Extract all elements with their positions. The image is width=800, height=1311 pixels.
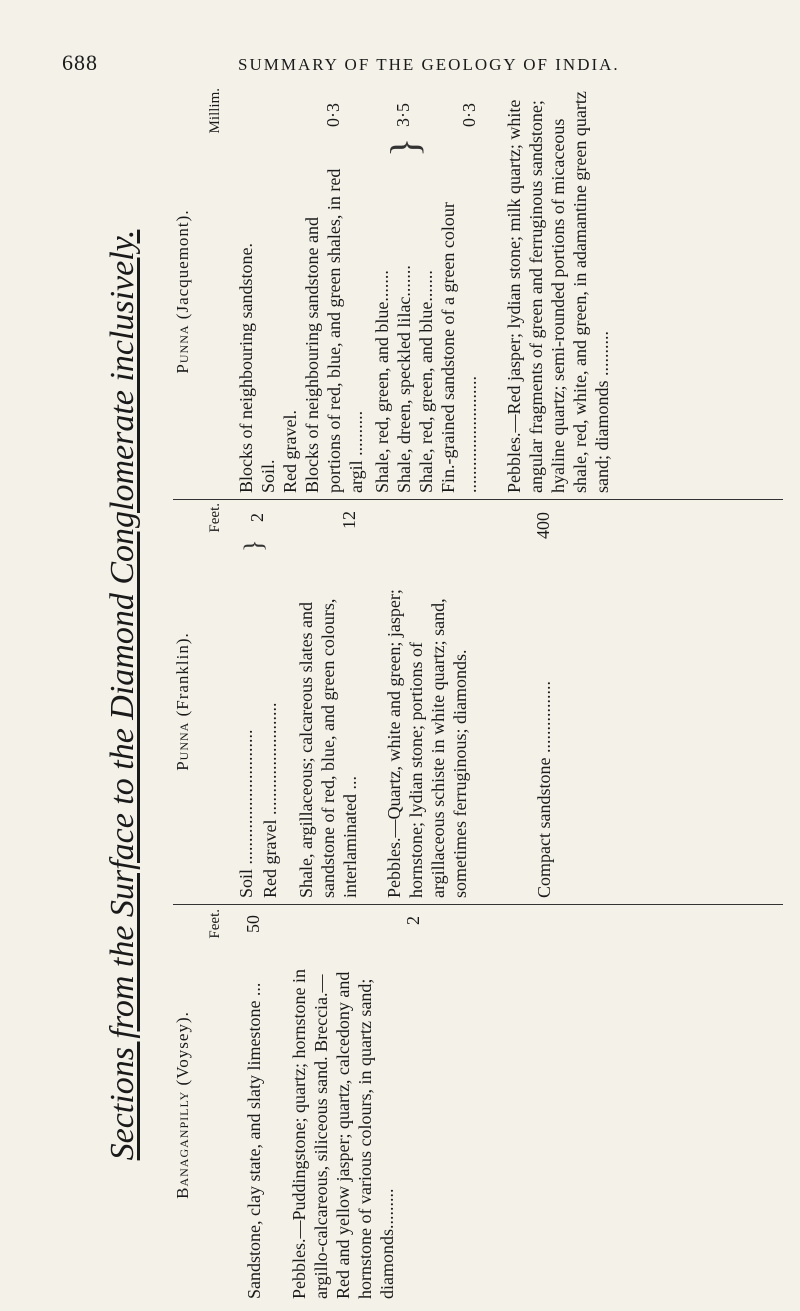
brace-mark: }: [239, 539, 268, 552]
running-title: SUMMARY OF THE GEOLOGY OF INDIA.: [238, 55, 620, 74]
column-unit: Feet.: [207, 909, 223, 939]
stratum-description: Pebbles.—Red jasper; lydian stone; milk quartz; white angular fragments of green and ferruginous sandstone; hyaline quartz; semi-rounded portions of micaceous shale, red, white, and green, in adamantine green quartz sand; diamonds ..........: [504, 91, 612, 493]
stratum-description: Sandstone, clay state, and slaty limestone ...: [244, 982, 264, 1299]
stratum-entry: [393, 163, 415, 493]
stratum-thickness: 0·3: [459, 103, 479, 127]
column-author: (Jacquemont).: [173, 209, 192, 320]
stratum-description: Shale, argillaceous; calcareous slates and sandstone of red, blue, and green colours, interlaminated ...: [296, 598, 360, 898]
stratum-thickness: 50: [243, 915, 263, 933]
stratum-entry: [235, 153, 257, 493]
stratum-description: Shale, dreen, speckled lilac.......: [394, 265, 414, 493]
column-heading: [173, 85, 203, 499]
column-author: (Franklin).: [173, 632, 192, 717]
stratum-description: Blocks of neighbouring sandstone.: [236, 243, 256, 493]
stratum-description: Red gravel.: [280, 410, 300, 493]
stratum-entry: [243, 959, 265, 1299]
stratum-description: Shale, red, green, and blue.......: [416, 270, 436, 493]
stratum-thickness: 12: [339, 511, 359, 529]
column-title: Banaganpilly: [173, 1090, 192, 1199]
column-punna-jacquemont: [173, 85, 783, 500]
stratum-entry: [503, 88, 613, 493]
page-header: [0, 0, 800, 80]
column-author: (Voysey).: [173, 1011, 192, 1086]
column-banaganpilly: [173, 905, 783, 1305]
stratum-entry: [235, 558, 257, 898]
stratum-description: Fin.-grained sandstone of a green colour ..........................: [438, 202, 480, 493]
stratum-thickness: 400: [533, 512, 553, 539]
stratum-description: Soil.: [258, 459, 278, 493]
column-heading: [173, 499, 203, 904]
stratum-description: Shale, red, green, and blue.......: [372, 270, 392, 493]
stratum-entry: [257, 153, 279, 493]
stratum-thickness: 3·5: [393, 103, 413, 127]
stratum-description: Red gravel .........................: [260, 702, 280, 898]
column-unit: Feet.: [207, 503, 223, 533]
stratum-entry: [301, 163, 367, 493]
stratum-description: Soil ..............................: [236, 729, 256, 898]
stratum-entry: [415, 163, 437, 493]
stratum-entry: [288, 959, 398, 1299]
page-number: 688: [62, 50, 98, 75]
column-title: Punna: [173, 324, 192, 374]
stratum-entry: [437, 163, 481, 493]
brace-mark: }: [382, 137, 427, 157]
sections-table: [95, 85, 785, 1305]
stratum-description: Pebbles.—Puddingstone; quartz; hornstone in argillo-calcareous, siliceous sand. Breccia.—Red and yellow jasper; quartz, calcedony and hornstone of various colours, in quartz sand; diamonds.........: [289, 969, 397, 1299]
stratum-thickness: 2: [247, 513, 267, 522]
stratum-description: Compact sandstone ................: [534, 681, 554, 898]
column-heading: [173, 905, 203, 1305]
rotated-table-area: [95, 85, 785, 1305]
stratum-thickness: 0·3: [323, 103, 343, 127]
column-punna-franklin: [173, 499, 783, 905]
stratum-entry: [295, 553, 361, 898]
stratum-description: Pebbles.—Quartz, white and green; jasper; hornstone; lydian stone; portions of argillaceous schiste in white quartz; sand, sometimes ferruginous; diamonds.: [384, 589, 470, 898]
sections-body: [173, 85, 783, 1305]
stratum-entry: [533, 553, 555, 898]
stratum-thickness: 2: [403, 916, 423, 925]
table-caption: Sections from the Surface to the Diamond Conglomerate inclusively.: [104, 229, 141, 1161]
stratum-entry: [383, 553, 471, 898]
stratum-entry: [371, 163, 393, 493]
stratum-entry: [279, 153, 301, 493]
stratum-entry: [259, 558, 281, 898]
column-unit: Millim.: [207, 88, 223, 134]
stratum-description: Blocks of neighbouring sandstone and portions of red, blue, and green shales, in red argil ..........: [302, 168, 366, 493]
column-title: Punna: [173, 721, 192, 771]
